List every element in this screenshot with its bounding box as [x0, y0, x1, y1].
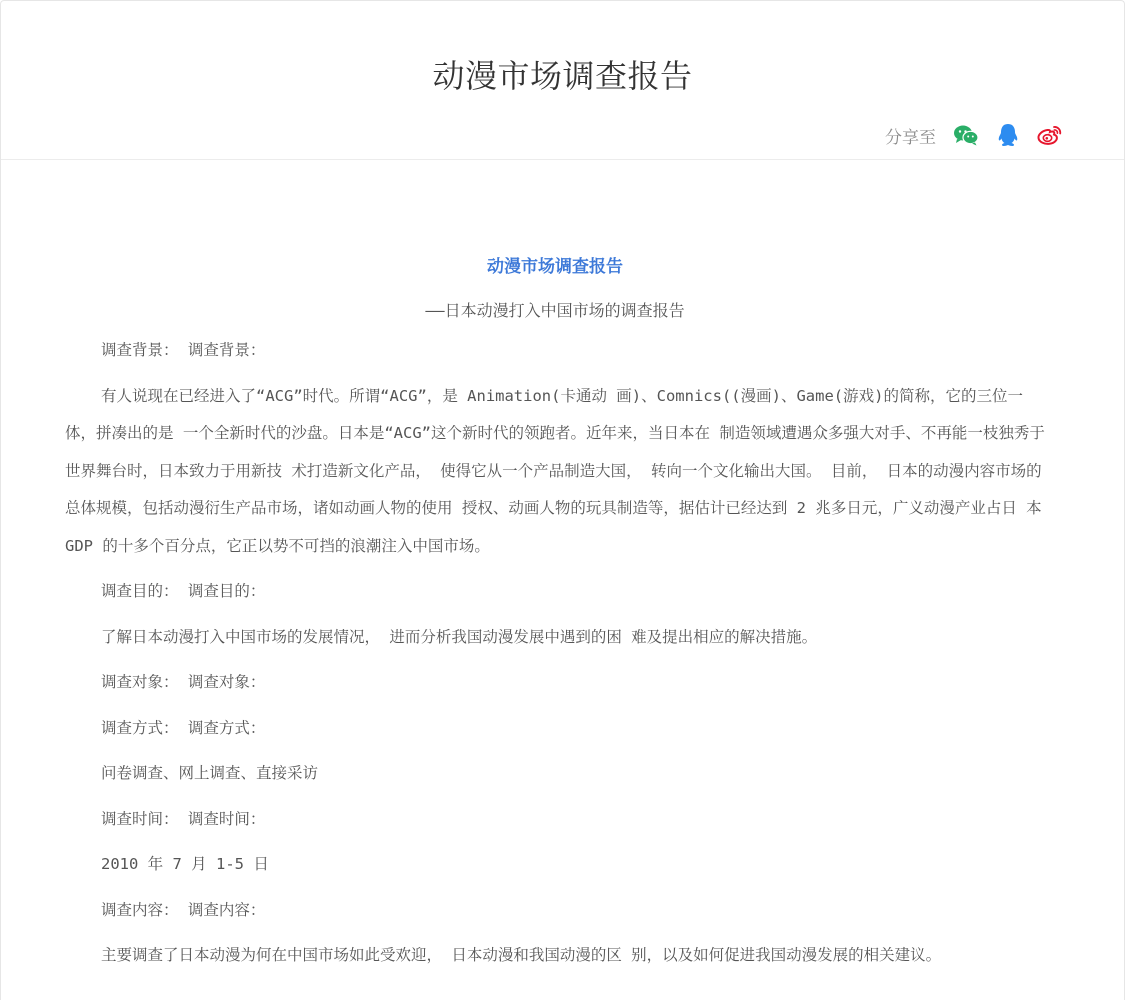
- method-heading: 调查方式： 调查方式：: [101, 718, 266, 737]
- page-title: 动漫市场调查报告: [432, 57, 693, 95]
- purpose-heading: 调查目的： 调查目的：: [101, 582, 266, 600]
- content-subtitle: ——日本动漫打入中国市场的调查报告: [425, 301, 685, 320]
- purpose-paragraph: 了解日本动漫打入中国市场的发展情况， 进而分析我国动漫发展中遇到的困 难及提出相应的解决措施。: [101, 627, 818, 646]
- wechat-icon[interactable]: [952, 121, 980, 149]
- time-paragraph: 2010 年 7 月 1-5 日: [101, 855, 269, 873]
- content-paragraph: 主要调查了日本动漫为何在中国市场如此受欢迎， 日本动漫和我国动漫的区 别，以及如何促进我国动漫发展的相关建议。: [101, 946, 942, 964]
- object-heading: 调查对象： 调查对象：: [101, 673, 266, 691]
- share-bar: [885, 121, 1064, 149]
- weibo-icon[interactable]: [1036, 121, 1064, 149]
- method-paragraph: 问卷调查、网上调查、直接采访: [101, 764, 319, 782]
- time-heading: 调查时间： 调查时间：: [101, 809, 266, 828]
- background-paragraph: 有人说现在已经进入了“ACG”时代。所谓“ACG”，是 Animation(卡通动 画)、Comnics((漫画)、Game(游戏)的简称，它的三位一体，拼凑出的是 一个全新时代的沙盘。日本是“ACG”这个新时代的领跑者。近年来，当日本在 制造领域遭遇众多强大对手、不再能一枝独秀于世界舞台时，日本致力于用新技 术打造新文化产品， 使得它从一个产品制造大国， 转向一个文化输出大国。 目前， 日本的动漫内容市场的总体规模，包括动漫衍生产品市场，诸如动画人物的使用 授权、动画人物的玩具制造等，据估计已经达到 2 兆多日元，广义动漫产业占日 本 GDP 的十多个百分点，它正以势不可挡的浪潮注入中国市场。: [65, 386, 1045, 555]
- document-body: [65, 160, 1045, 975]
- share-label: 分享至: [885, 127, 936, 148]
- qq-icon[interactable]: [994, 121, 1022, 149]
- content-heading: 调查内容： 调查内容：: [101, 900, 266, 919]
- content-title: 动漫市场调查报告: [487, 257, 623, 277]
- page-header: [1, 1, 1124, 160]
- background-heading: 调查背景： 调查背景：: [101, 341, 266, 359]
